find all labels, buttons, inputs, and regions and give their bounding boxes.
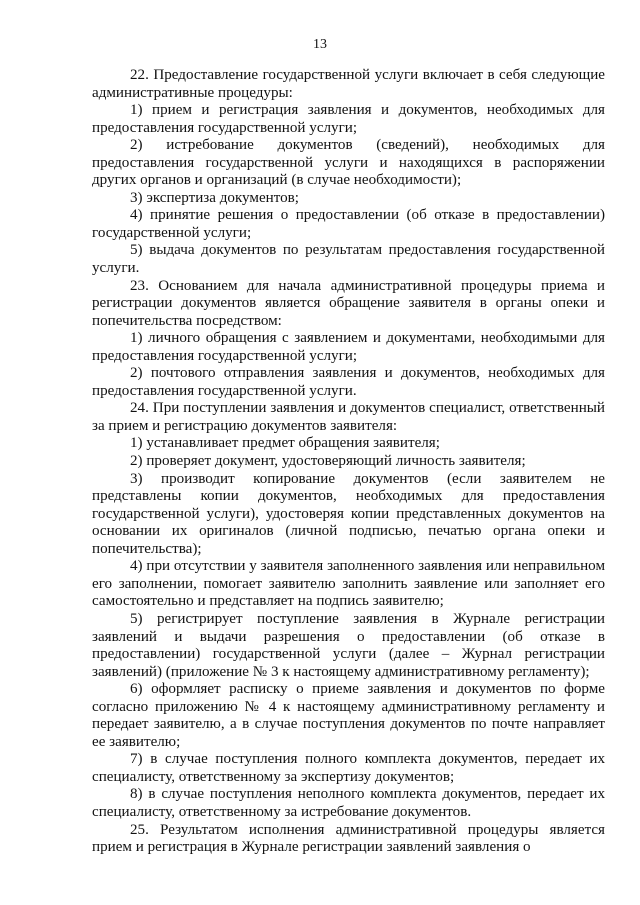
paragraph: 25. Результатом исполнения административной процедуры является прием и регистрация в Журнале регистрации заявлений заявления о	[92, 821, 605, 856]
paragraph: 4) принятие решения о предоставлении (об отказе в предоставлении) государственной услуги;	[92, 207, 605, 241]
page-number: 13	[313, 37, 327, 52]
paragraph: 5) выдача документов по результатам предоставления государственной услуги.	[92, 242, 605, 277]
paragraph: 2) почтового отправления заявления и документов, необходимых для предоставления государственной услуги.	[92, 365, 605, 399]
paragraph: 1) устанавливает предмет обращения заявителя;	[130, 435, 440, 452]
paragraph: 7) в случае поступления полного комплекта документов, передает их специалисту, ответственному за экспертизу документов;	[92, 751, 605, 785]
paragraph: 6) оформляет расписку о приеме заявления и документов по форме согласно приложению № 4 к настоящему административному регламенту и передает заявителю, а в случае поступления документов по почте направляет ее заявителю;	[92, 681, 605, 750]
document-body	[92, 67, 605, 857]
paragraph: 4) при отсутствии у заявителя заполненного заявления или неправильном его заполнении, помогает заявителю заполнить заявление или заполняет его самостоятельно и представляет на подпись заявителю;	[92, 558, 605, 610]
paragraph: 5) регистрирует поступление заявления в Журнале регистрации заявлений и выдачи разрешения о предоставлении (об отказе в предоставлении) государственной услуги (далее – Журнал регистрации заявлений) (приложение № 3 к настоящему административному регламенту);	[92, 610, 605, 680]
paragraph: 8) в случае поступления неполного комплекта документов, передает их специалисту, ответственному за истребование документов.	[92, 786, 605, 820]
paragraph: 3) экспертиза документов;	[130, 189, 300, 206]
paragraph: 2) проверяет документ, удостоверяющий личность заявителя;	[130, 453, 526, 470]
paragraph: 1) личного обращения с заявлением и документами, необходимыми для предоставления государственной услуги;	[92, 330, 605, 364]
paragraph: 1) прием и регистрация заявления и документов, необходимых для предоставления государственной услуги;	[92, 102, 605, 136]
paragraph: 3) производит копирование документов (если заявителем не представлены копии документов, необходимых для предоставления государственной услуги), удостоверяя копии представленных документов на основании их оригиналов (личной подписью, печатью органа опеки и попечительства);	[92, 470, 605, 557]
paragraph: 24. При поступлении заявления и документов специалист, ответственный за прием и регистрацию документов заявителя:	[92, 400, 605, 434]
paragraph: 23. Основанием для начала административной процедуры приема и регистрации документов является обращение заявителя в органы опеки и попечительства посредством:	[92, 277, 605, 329]
paragraph: 2) истребование документов (сведений), необходимых для предоставления государственной услуги и находящихся в распоряжении других органов и организаций (в случае необходимости);	[92, 137, 605, 189]
paragraph: 22. Предоставление государственной услуги включает в себя следующие административные процедуры:	[92, 67, 605, 101]
